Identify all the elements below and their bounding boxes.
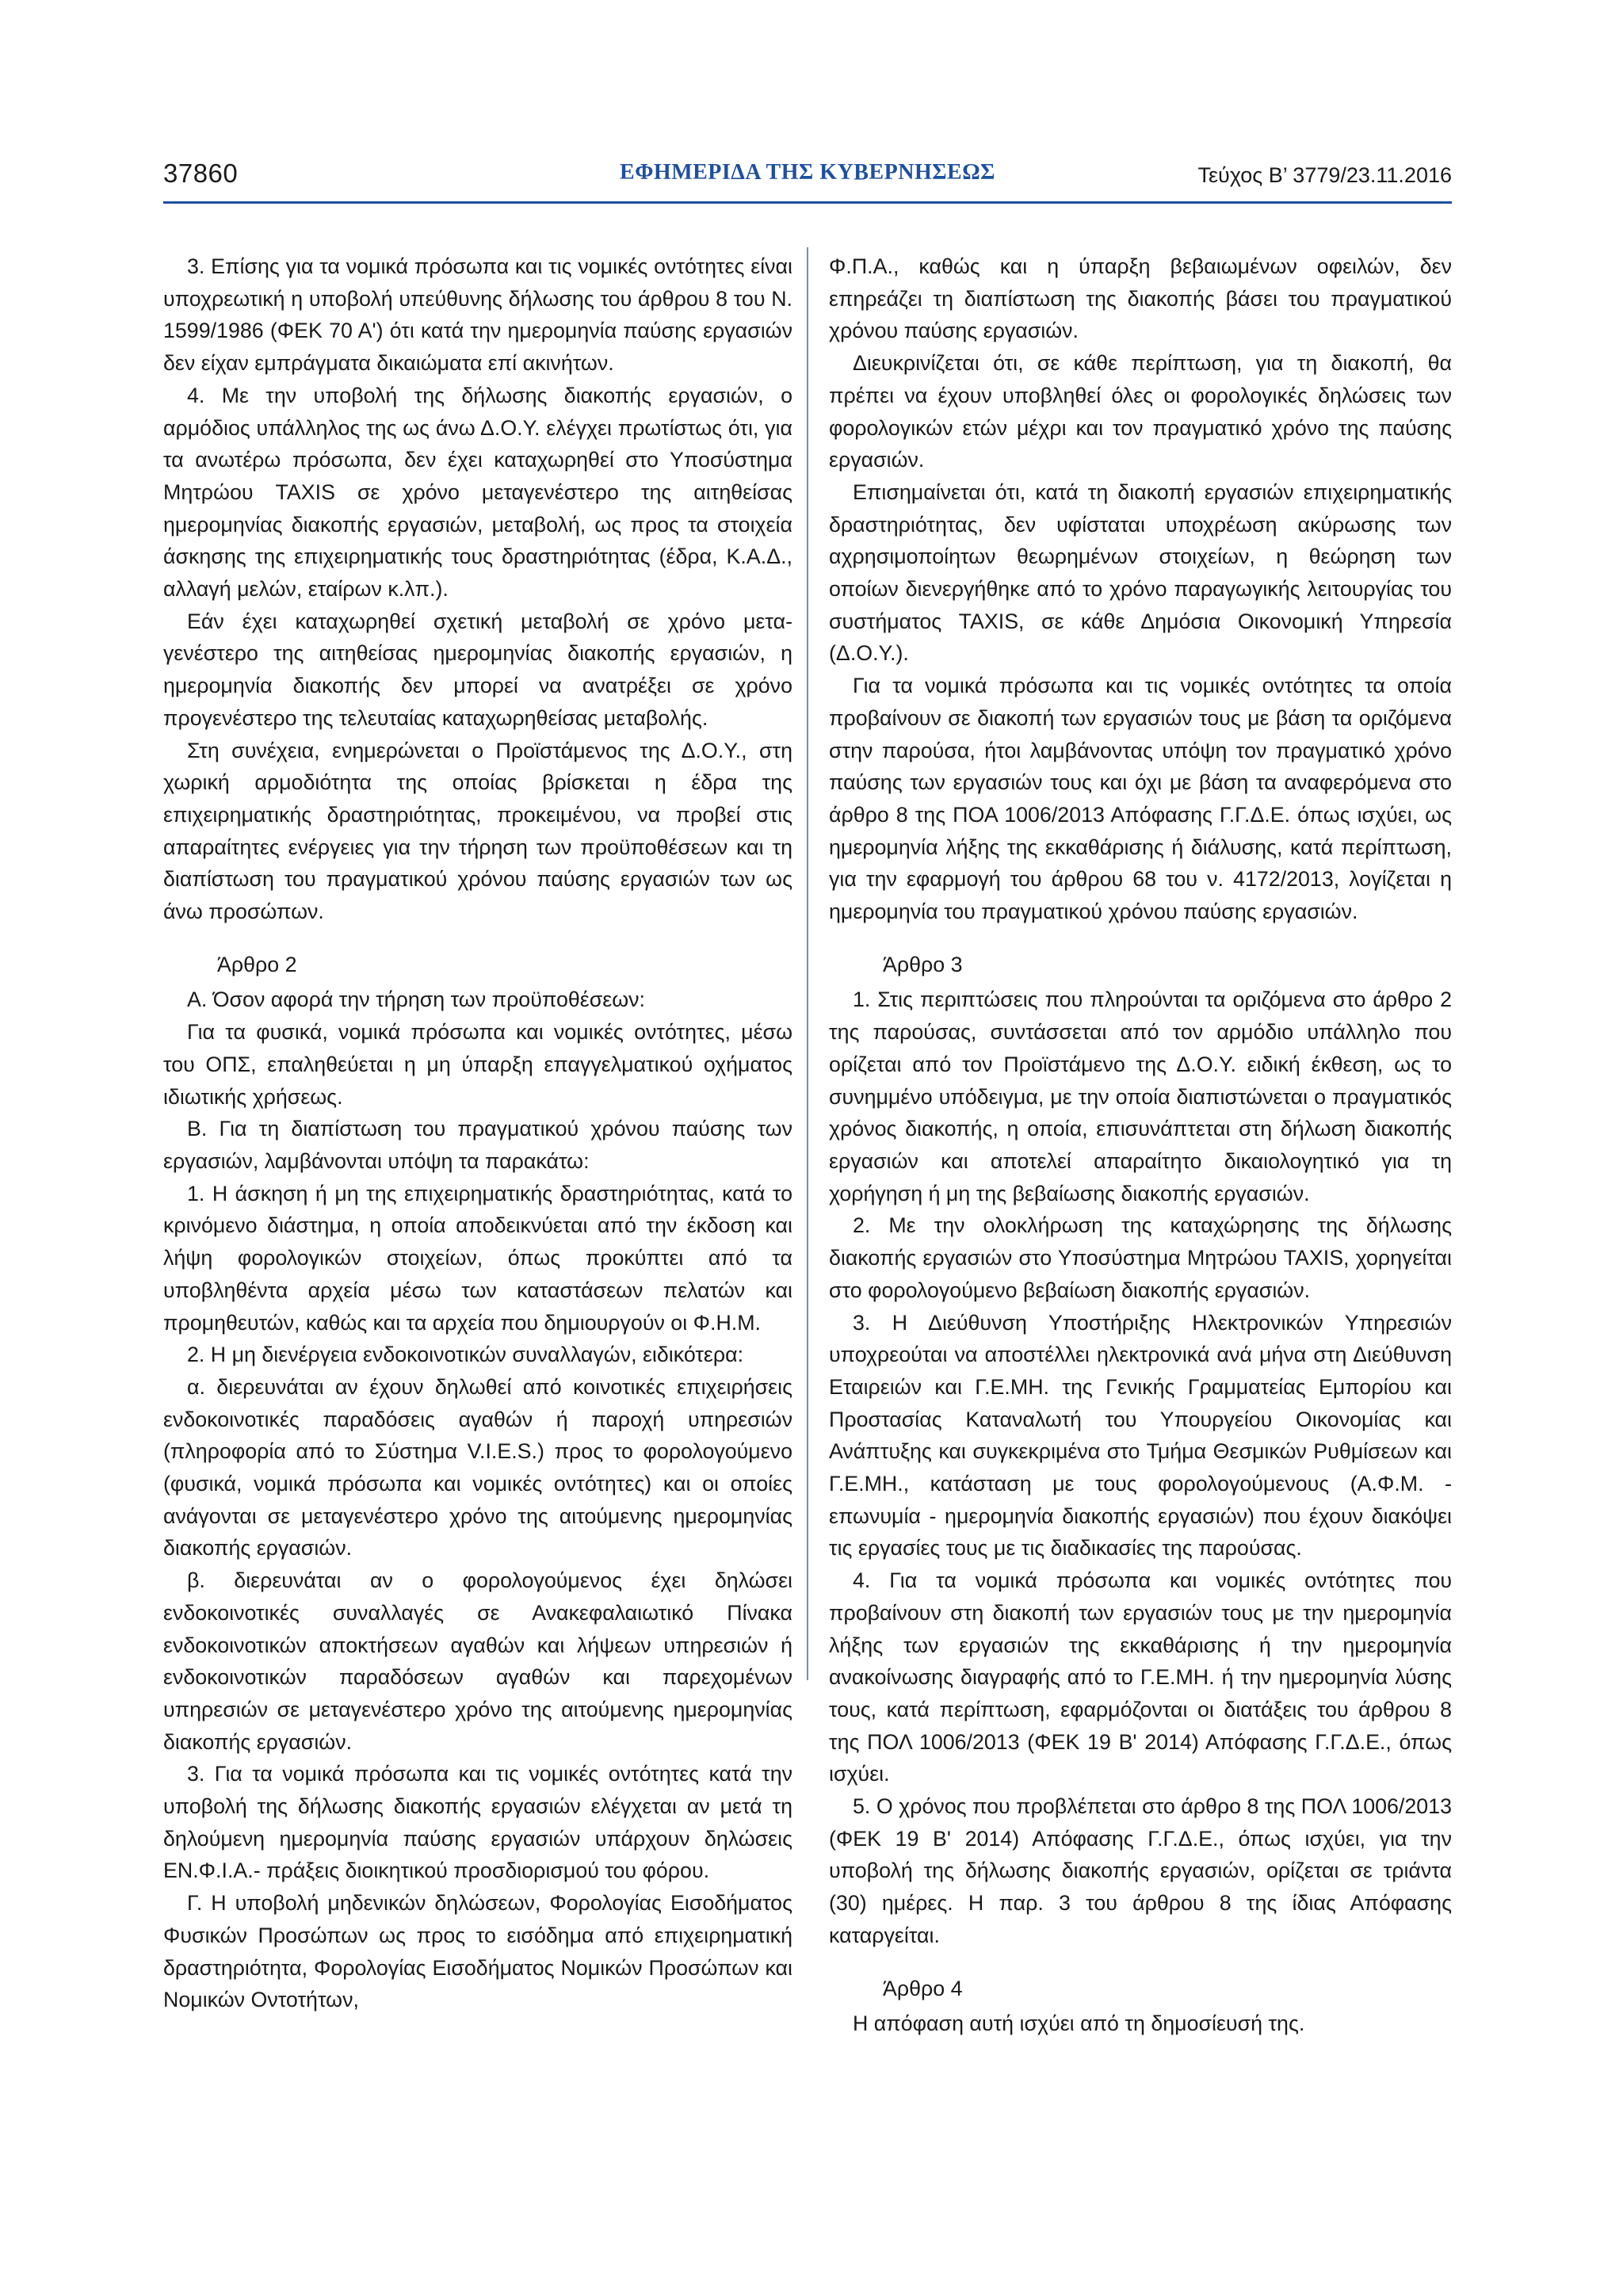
paragraph: Στη συνέχεια, ενημερώνεται ο Προϊστάμενος της Δ.Ο.Υ., στη χωρική αρμοδιότητα της οποίας βρίσκεται η έδρα της επιχειρηματικής δραστηριότητας, προκειμένου, να προβεί στις απαραίτητες ενέργειες για την τήρηση των προϋποθέσεων και τη διαπίστωση του πραγματικού χρόνου παύσης εργασιών των ως άνω προσώπων. <box>163 738 792 924</box>
paragraph: 3. Η Διεύθυνση Υποστήριξης Ηλεκτρονικών Υπηρεσιών υποχρεούται να αποστέλλει ηλεκτρονικά ανά μήνα στη Διεύθυνση Εταιρειών και Γ.Ε.ΜΗ. της Γενικής Γραμματείας Εμπορίου και Προστασίας Καταναλωτή του Υπουργείου Οικονομίας και Ανάπτυξης και συγκεκριμένα στο Τμήμα Θεσμικών Ρυθμίσεων και Γ.Ε.ΜΗ., κατάσταση με τους φορολογούμενους (Α.Φ.Μ. - επωνυμία - ημερομηνία διακοπής εργασιών) που έχουν διακόψει τις εργασίες τους με τις διαδικασίες της παρούσας. <box>829 1310 1452 1561</box>
article-3-title: Άρθρο 3 <box>883 952 963 976</box>
article-2-title: Άρθρο 2 <box>217 952 297 976</box>
paragraph: Για τα φυσικά, νομικά πρόσωπα και νομικές οντότητες, μέσω του ΟΠΣ, επαληθεύεται η μη ύπαρξη επαγγελματικού οχήματος ιδιωτικής χρήσεως. <box>163 1020 792 1109</box>
paragraph: Για τα νομικά πρόσωπα και τις νομικές οντότητες τα οποία προβαίνουν σε διακοπή των εργασιών τους με βάση τα οριζόμενα στην παρούσα, ήτοι λαμβάνοντας υπόψη τον πραγματικό χρόνο παύσης των εργασιών τους και όχι με βάση τα αναφερόμενα στο άρθρο 8 της ΠΟΑ 1006/2013 Απόφασης Γ.Γ.Δ.Ε. όπως ισχύει, ως ημερομηνία λήξης της εκκαθάρισης ή διάλυσης, κατά περίπτωση, για την εφαρμογή του άρθρου 68 του ν. 4172/2013, λογίζεται η ημερομηνία του πραγματικού χρόνου παύσης εργασιών. <box>829 674 1452 924</box>
paragraph: Διευκρινίζεται ότι, σε κάθε περίπτωση, για τη διακοπή, θα πρέπει να έχουν υποβληθεί όλες οι φορολογικές δηλώσεις των φορολογικών ετών μέχρι και τον πραγματικό χρόνο της παύσης εργασιών. <box>829 351 1452 472</box>
paragraph: 2. Με την ολοκλήρωση της καταχώρησης της δήλωσης διακοπής εργασιών στο Υποσύστημα Μητρώου TAXIS, χορηγείται στο φορολογούμενο βεβαίωση διακοπής εργασιών. <box>829 1213 1452 1302</box>
paragraph: 1. Η άσκηση ή μη της επιχειρηματικής δραστηριότητας, κατά το κρινόμενο διάστημα, η οποία αποδεικνύεται από την έκδοση και λήψη φορολογικών στοιχείων, όπως προκύπτει από τα υποβληθέντα αρχεία μέσω των καταστάσεων πελατών και προμηθευτών, καθώς και τα αρχεία που δημιουργούν οι Φ.Η.Μ. <box>163 1181 792 1335</box>
paragraph: 4. Για τα νομικά πρόσωπα και νομικές οντότητες που προβαίνουν στη διακοπή των εργασιών τους με την ημερομηνία λήξης των εργασιών της εκκαθάρισης ή την ημερομηνία ανακοίνωσης διαγραφής από το Γ.Ε.ΜΗ. ή την ημερομηνία λύσης τους, κατά περίπτωση, εφαρμόζονται οι διατάξεις του άρθρου 8 της ΠΟΛ 1006/2013 (ΦΕΚ 19 Β' 2014) Απόφασης Γ.Γ.Δ.Ε., όπως ισχύει. <box>829 1568 1452 1786</box>
paragraph: Φ.Π.Α., καθώς και η ύπαρξη βεβαιωμένων οφειλών, δεν επηρεάζει τη διαπίστωση της διακοπής βάσει του πραγματικού χρόνου παύσης εργασιών. <box>829 254 1452 343</box>
page-header <box>163 157 1452 197</box>
paragraph: 4. Με την υποβολή της δήλωσης διακοπής εργασιών, ο αρμόδιος υπάλληλος της ως άνω Δ.Ο.Υ. ελέγχει πρωτίστως ότι, για τα ανωτέρω πρόσωπα, δεν έχει καταχωρηθεί στο Υποσύστημα Μητρώου TAXIS σε χρόνο μεταγενέστερο της αιτηθείσας ημερομηνίας διακοπής εργασιών, μεταβολή, ως προς τα στοιχεία άσκησης της επιχειρηματικής τους δραστηριότητας (έδρα, Κ.Α.Δ., αλλαγή μελών, εταίρων κ.λπ.). <box>163 383 792 602</box>
paragraph: Η απόφαση αυτή ισχύει από τη δημοσίευσή της. <box>853 2011 1305 2036</box>
paragraph: 2. Η μη διενέργεια ενδοκοινοτικών συναλλαγών, ειδικότερα: <box>187 1343 744 1367</box>
paragraph: Επισημαίνεται ότι, κατά τη διακοπή εργασιών επιχειρηματικής δραστηριότητας, δεν υφίσταται υποχρέωση ακύρωσης των αχρησιμοποίητων θεωρημένων στοιχείων, η θεώρηση των οποίων διενεργήθηκε από το χρόνο παραγωγικής λειτουργίας του συστήματος TAXIS, σε κάθε Δημόσια Οικονομική Υπηρεσία (Δ.Ο.Υ.). <box>829 479 1452 666</box>
paragraph: Α. Όσον αφορά την τήρηση των προϋποθέσεων: <box>187 988 645 1012</box>
page-number: 37860 <box>163 159 239 188</box>
column-divider <box>807 247 808 1680</box>
left-column <box>163 250 792 2016</box>
issue-reference: Τεύχος Β’ 3779/23.11.2016 <box>1197 163 1452 187</box>
paragraph: β. διερευνάται αν ο φορολογούμενος έχει δηλώσει ενδοκοινοτικές συναλλαγές σε Ανακεφαλαιωτικό Πίνακα ενδοκοινοτικών αποκτήσεων αγαθών και λήψεων υπηρεσιών ή ενδοκοινοτικών παραδόσεων αγαθών και παρεχομένων υπηρεσιών σε μεταγενέστερο χρόνο της αιτούμενης ημερομηνίας διακοπής εργασιών. <box>163 1568 792 1754</box>
header-rule <box>163 201 1452 204</box>
paragraph: 3. Επίσης για τα νομικά πρόσωπα και τις νομικές οντότητες είναι υποχρεωτική η υποβολή υπεύθυνης δήλωσης του άρθρου 8 του Ν. 1599/1986 (ΦΕΚ 70 Α') ότι κατά την ημερομηνία παύσης εργασιών δεν είχαν εμπράγματα δικαιώματα επί ακινήτων. <box>163 254 792 376</box>
paragraph: Β. Για τη διαπίστωση του πραγματικού χρόνου παύσης των εργασιών, λαμβάνονται υπόψη τα παρακάτω: <box>163 1117 792 1173</box>
paragraph: Γ. Η υποβολή μηδενικών δηλώσεων, Φορολογίας Εισοδήματος Φυσικών Προσώπων ως προς το εισόδημα από επιχειρηματική δραστηριότητα, Φορολογίας Εισοδήματος Νομικών Προσώπων και Νομικών Οντοτήτων, <box>163 1891 792 2012</box>
paragraph: 1. Στις περιπτώσεις που πληρούνται τα οριζόμενα στο άρθρο 2 της παρούσας, συντάσσεται από τον αρμόδιο υπάλληλο που ορίζεται από τον Προϊστάμενο της Δ.Ο.Υ. ειδική έκθεση, ως το συνημμένο υπόδειγμα, με την οποία διαπιστώνεται ο πραγματικός χρόνος διακοπής, η οποία, επισυνάπτεται στη δήλωση διακοπής εργασιών και αποτελεί απαραίτητο δικαιολογητικό για τη χορήγηση ή μη της βεβαίωσης διακοπής εργασιών. <box>829 988 1452 1205</box>
right-column <box>829 250 1452 2040</box>
paragraph: 5. Ο χρόνος που προβλέπεται στο άρθρο 8 της ΠΟΛ 1006/2013 (ΦΕΚ 19 Β' 2014) Απόφασης Γ.Γ.Δ.Ε., όπως ισχύει, για την υποβολή της δήλωσης διακοπής εργασιών, ορίζεται σε τριάντα (30) ημέρες. Η παρ. 3 του άρθρου 8 της ίδιας Απόφασης καταργείται. <box>829 1794 1452 1947</box>
article-4-title: Άρθρο 4 <box>883 1976 963 2000</box>
paragraph: Εάν έχει καταχωρηθεί σχετική μεταβολή σε χρόνο μεταγενέστερο της αιτηθείσας ημερομηνίας διακοπής εργασιών, η ημερομηνία διακοπής δεν μπορεί να ανατρέξει σε χρόνο προγενέστερο της τελευταίας καταχωρηθείσας μεταβολής. <box>163 609 792 730</box>
gazette-title: ΕΦΗΜΕΡΙΔΑ ΤΗΣ ΚΥΒΕΡΝΗΣΕΩΣ <box>620 160 995 185</box>
paragraph: 3. Για τα νομικά πρόσωπα και τις νομικές οντότητες κατά την υποβολή της δήλωσης διακοπής εργασιών ελέγχεται αν μετά τη δηλούμενη ημερομηνία παύσης εργασιών υπάρχουν δηλώσεις ΕΝ.Φ.Ι.Α.- πράξεις διοικητικού προσδιορισμού του φόρου. <box>163 1762 792 1883</box>
paragraph: α. διερευνάται αν έχουν δηλωθεί από κοινοτικές επιχειρήσεις ενδοκοινοτικές παραδόσεις αγαθών ή παροχή υπηρεσιών (πληροφορία από το Σύστημα V.I.E.S.) προς το φορολογούμενο (φυσικά, νομικά πρόσωπα και νομικές οντότητες) και οι οποίες ανάγονται σε μεταγενέστερο χρόνο της αιτούμενης ημερομηνίας διακοπής εργασιών. <box>163 1374 792 1561</box>
